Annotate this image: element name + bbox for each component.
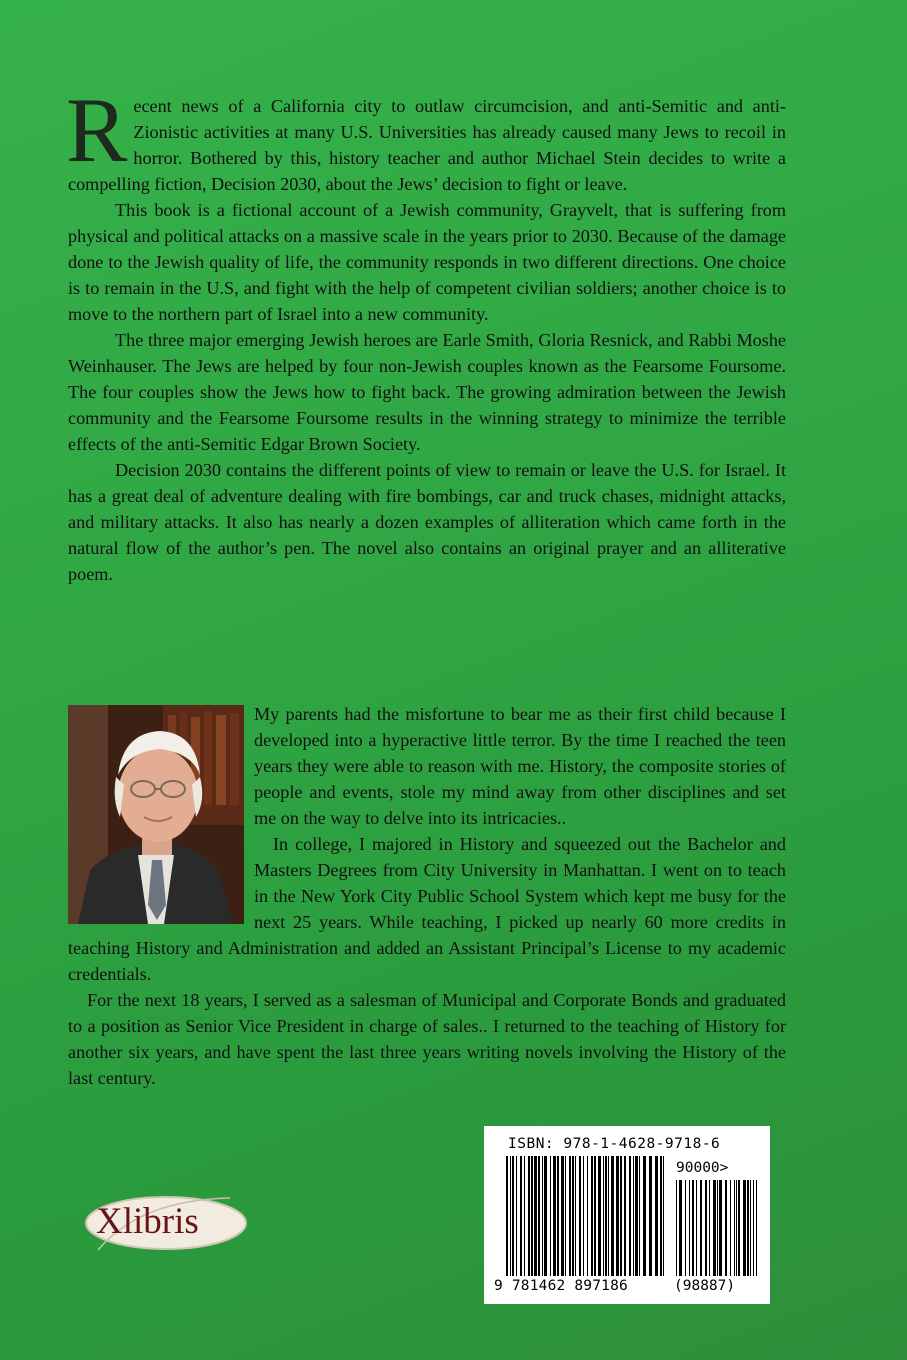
synopsis-paragraph-2: This book is a fictional account of a Jewish community, Grayvelt, that is suffering from physical and political attacks on a massive scale in the years prior to 2030. Because of the damage done to the Jewish quality of life, the community responds in two different directions. One choice is to remain in the U.S, and fight with the help of competent civilian soldiers; another choice is to move to the northern part of Israel into a new community.	[68, 200, 786, 324]
ean-digits: 9 781462 897186	[494, 1278, 628, 1294]
drop-cap: R	[66, 79, 128, 181]
isbn-label: ISBN: 978-1-4628-9718-6	[508, 1136, 721, 1152]
addon-digits: (98887)	[674, 1278, 736, 1294]
isbn-barcode	[484, 1126, 770, 1304]
synopsis-paragraph-4: Decision 2030 contains the different points of view to remain or leave the U.S. for Israel. It has a great deal of adventure dealing with fire bombings, car and truck chases, midnight attacks, and military attacks. It also has nearly a dozen examples of alliteration which came forth in the natural flow of the author’s pen. The novel also contains an original prayer and an alliterative poem.	[68, 460, 786, 584]
synopsis-paragraph-1: Recent news of a California city to outlaw circumcision, and anti-Semitic and anti-Zionistic activities at many U.S. Universities has already caused many Jews to recoil in horror. Bothered by this, history teacher and author Michael Stein decides to write a compelling fiction, Decision 2030, about the Jews’ decision to fight or leave.	[66, 79, 786, 194]
price-code: 90000>	[676, 1160, 729, 1176]
synopsis-paragraph-3: The three major emerging Jewish heroes are Earle Smith, Gloria Resnick, and Rabbi Moshe Weinhauser. The Jews are helped by four non-Jewish couples known as the Fearsome Foursome. The four couples show the Jews how to fight back. The growing admiration between the Jewish community and the Fearsome Foursome results in the winning strategy to minimize the terrible effects of the anti-Semitic Edgar Brown Society.	[68, 330, 786, 454]
book-synopsis	[66, 79, 786, 587]
author-bio	[68, 701, 786, 1091]
publisher-logo-text: Xlibris	[96, 1201, 199, 1242]
author-photo	[68, 705, 244, 924]
publisher-logo	[80, 1190, 250, 1260]
bio-paragraph-3: For the next 18 years, I served as a salesman of Municipal and Corporate Bonds and graduated to a position as Senior Vice President in charge of sales.. I returned to the teaching of History for another six years, and have spent the last three years writing novels involving the History of the last century.	[68, 990, 786, 1088]
bio-paragraph-1: My parents had the misfortune to bear me as their first child because I developed into a hyperactive little terror. By the time I reached the teen years they were able to reason with me. History, the composite stories of people and events, stole my mind away from other disciplines and set me on the way to delve into its intricacies..	[254, 704, 786, 828]
author-portrait-image	[68, 705, 244, 924]
bio-paragraph-2: In college, I majored in History and squeezed out the Bachelor and Masters Degrees from City University in Manhattan. I went on to teach in the New York City Public School System which kept me busy for the next 25 years. While teaching, I picked up nearly 60 more credits in teaching History and Administration and added an Assistant Principal’s License to my academic credentials.	[68, 834, 786, 984]
